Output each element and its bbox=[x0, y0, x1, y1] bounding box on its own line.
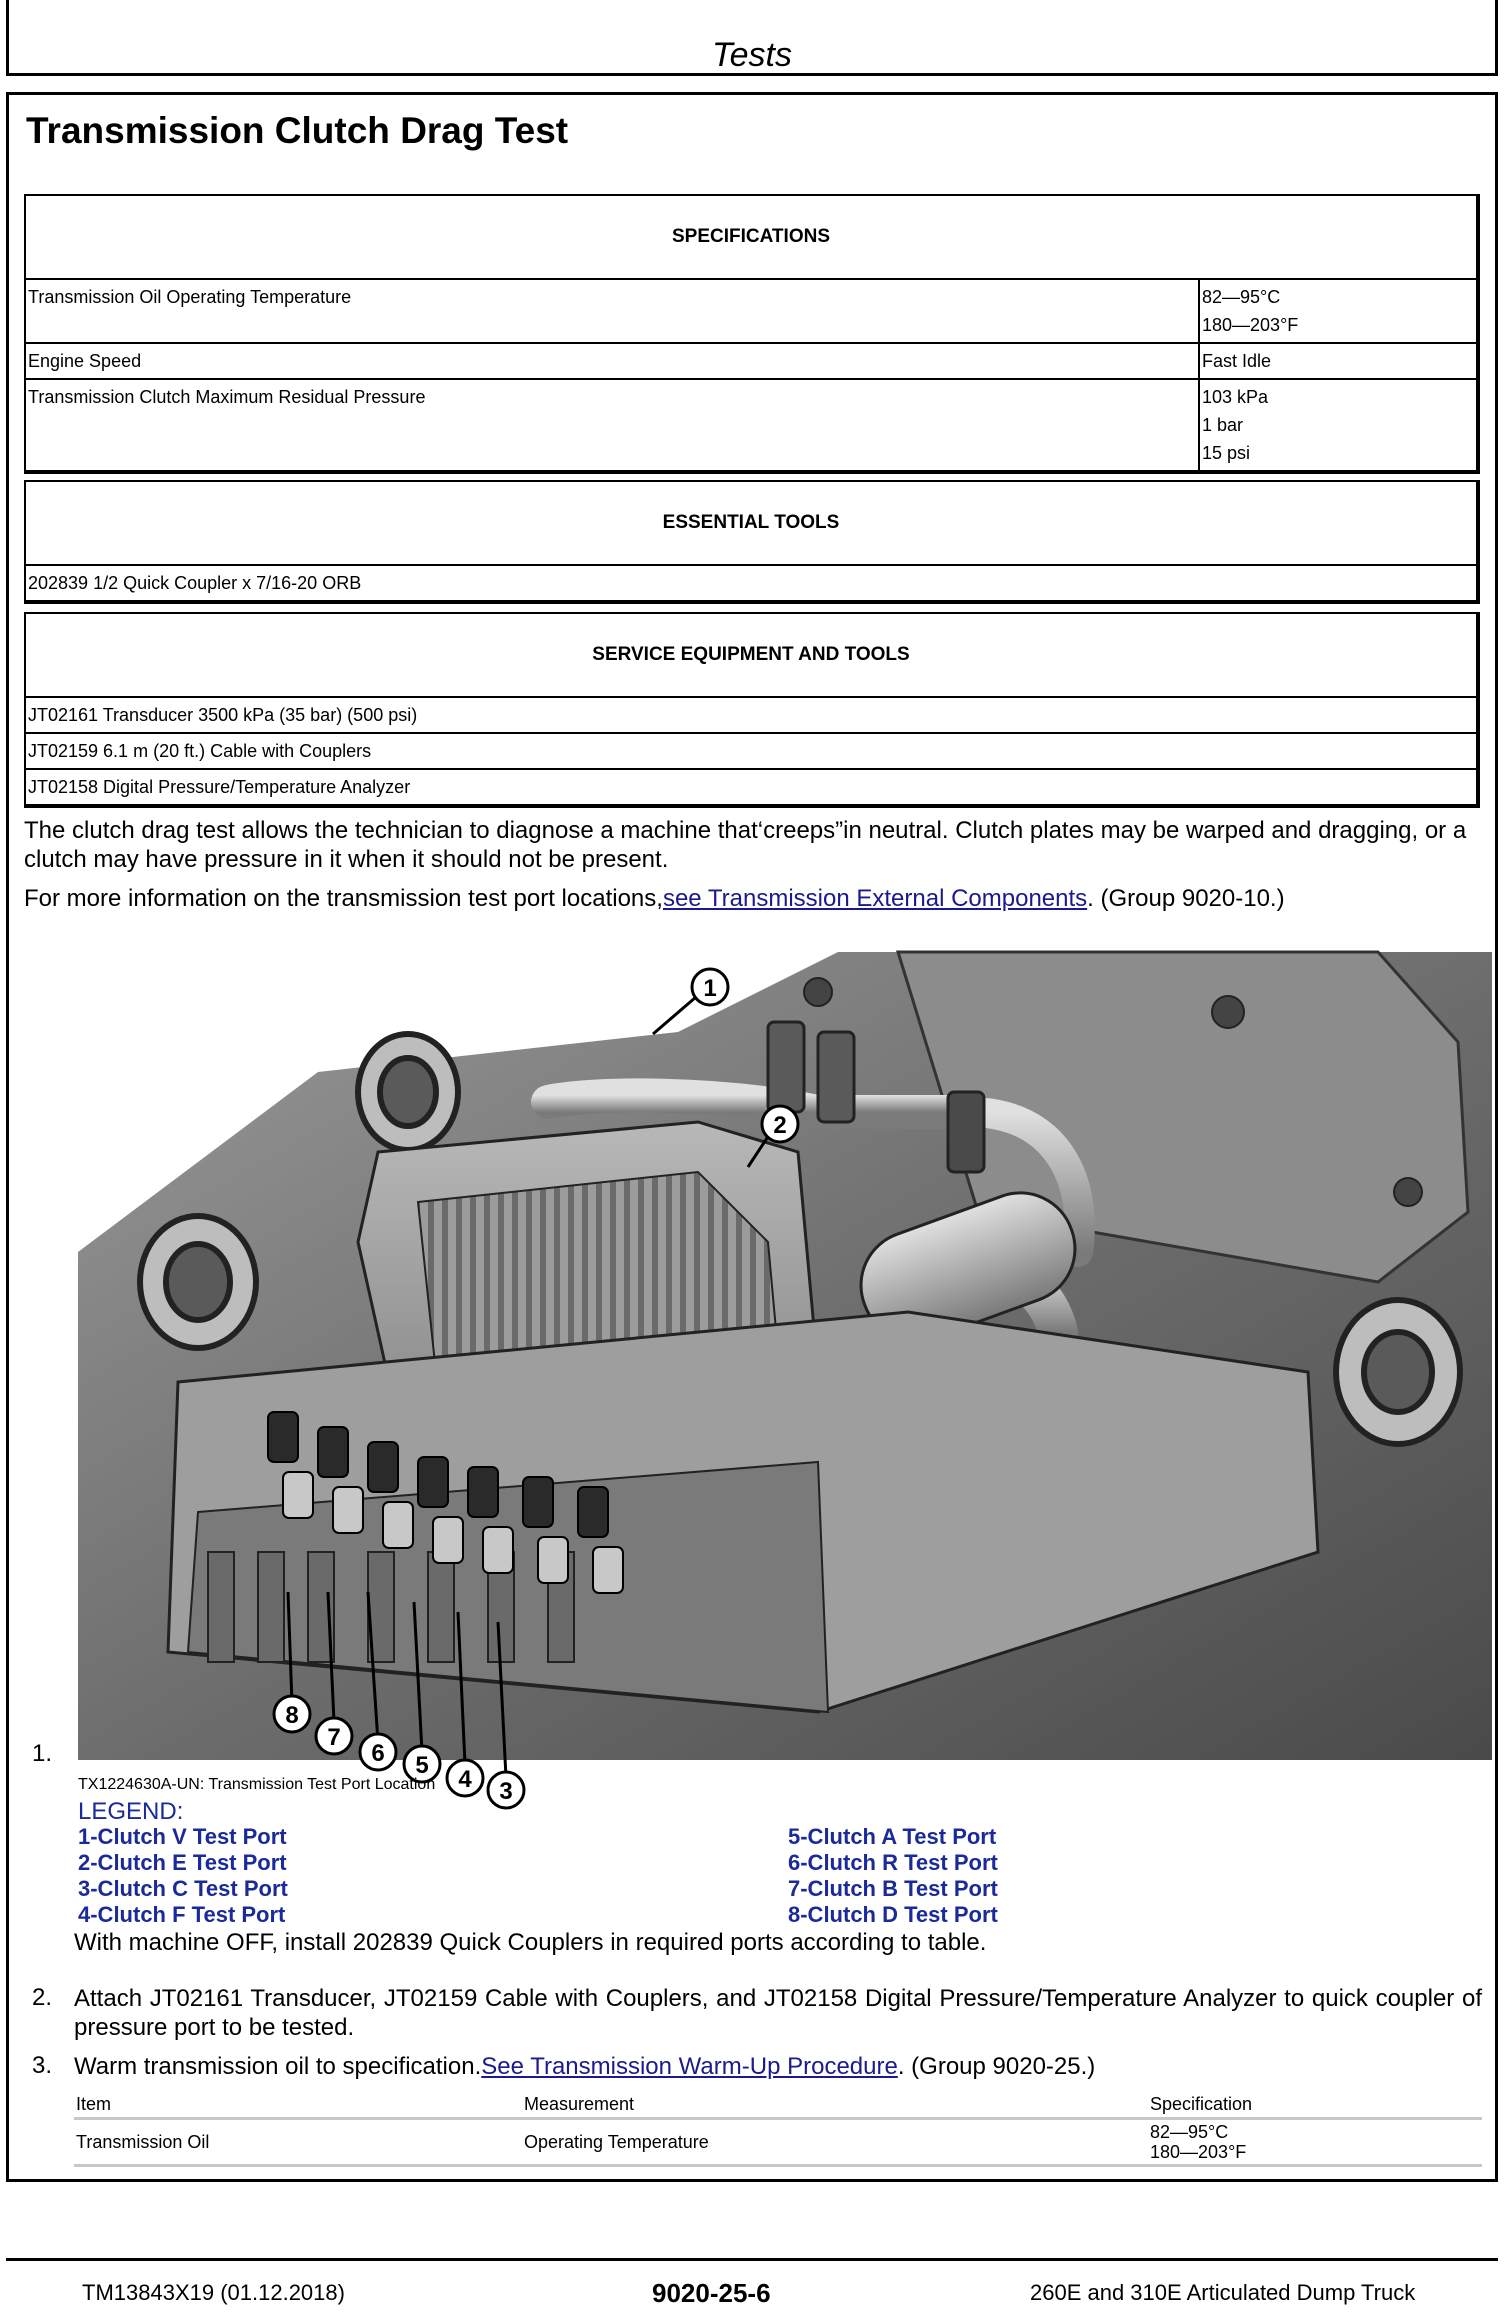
legend-item: 8-Clutch D Test Port bbox=[788, 1902, 998, 1927]
column-header: Measurement bbox=[522, 2092, 1148, 2119]
step-number: 1. bbox=[32, 1740, 53, 1767]
transmission-external-components-link[interactable]: see Transmission External Components bbox=[662, 885, 1088, 912]
equipment-item: JT02161 Transducer 3500 kPa (35 bar) (500 psi) bbox=[25, 697, 1478, 733]
spec-item: Engine Speed bbox=[25, 343, 1199, 379]
pipe bbox=[548, 1095, 968, 1112]
step-number: 3. bbox=[32, 2052, 53, 2079]
step-3-suffix: . (Group 9020-25.) bbox=[897, 2053, 1096, 2080]
column-header: Item bbox=[74, 2092, 522, 2119]
legend-item: 3-Clutch C Test Port bbox=[78, 1876, 288, 1901]
spec-value bbox=[1199, 279, 1478, 343]
spec-item: Transmission Clutch Maximum Residual Pressure bbox=[25, 379, 1199, 472]
step-1-text: With machine OFF, install 202839 Quick Couplers in required ports according to table. bbox=[74, 1929, 987, 1956]
reference-suffix: . (Group 9020-10.) bbox=[1087, 885, 1285, 912]
table-row bbox=[25, 769, 1478, 806]
callout-label: 3 bbox=[499, 1778, 513, 1805]
essential-tools-table bbox=[24, 480, 1480, 604]
essential-tools-heading: ESSENTIAL TOOLS bbox=[25, 481, 1478, 565]
legend-item: 7-Clutch B Test Port bbox=[788, 1876, 998, 1901]
callout-label: 4 bbox=[458, 1766, 472, 1793]
callout-label: 8 bbox=[285, 1702, 299, 1729]
figure-caption: TX1224630A-UN: Transmission Test Port Location bbox=[78, 1776, 436, 1793]
measure-spec-line: 180—203°F bbox=[1150, 2142, 1247, 2162]
step-number: 2. bbox=[32, 1984, 53, 2011]
measure-measurement: Operating Temperature bbox=[522, 2119, 1148, 2166]
spec-value-line: 82—95°C bbox=[1202, 287, 1281, 307]
step-3-prefix: Warm transmission oil to specification. bbox=[74, 2053, 482, 2080]
page-title: Transmission Clutch Drag Test bbox=[26, 110, 569, 151]
reference-paragraph bbox=[24, 884, 1484, 913]
callout-label: 2 bbox=[773, 1112, 787, 1139]
section-header-title: Tests bbox=[711, 36, 792, 74]
legend-item: 1-Clutch V Test Port bbox=[78, 1824, 287, 1849]
equipment-item: JT02159 6.1 m (20 ft.) Cable with Couplers bbox=[25, 733, 1478, 769]
service-equipment-table bbox=[24, 612, 1480, 808]
transmission-warm-up-link[interactable]: See Transmission Warm-Up Procedure bbox=[481, 2053, 898, 2080]
legend-item: 4-Clutch F Test Port bbox=[78, 1902, 286, 1927]
callout-label: 7 bbox=[327, 1724, 341, 1751]
table-header-row bbox=[74, 2092, 1482, 2119]
tool-item: 202839 1/2 Quick Coupler x 7/16-20 ORB bbox=[25, 565, 1478, 602]
reference-prefix: For more information on the transmission test port locations, bbox=[24, 885, 663, 912]
callout-label: 1 bbox=[703, 975, 717, 1002]
footer-page-number: 9020-25-6 bbox=[652, 2278, 771, 2308]
specifications-heading: SPECIFICATIONS bbox=[25, 195, 1478, 279]
footer-product: 260E and 310E Articulated Dump Truck bbox=[1030, 2280, 1416, 2305]
measure-item: Transmission Oil bbox=[74, 2119, 522, 2166]
callout-label: 6 bbox=[371, 1740, 385, 1767]
measurement-table bbox=[74, 2092, 1482, 2167]
step-2-text: Attach JT02161 Transducer, JT02159 Cable with Couplers, and JT02158 Digital Pressure/Temperature Analyzer to quick coupler of pressure port to be tested. bbox=[74, 1985, 1482, 2041]
measure-spec bbox=[1148, 2119, 1482, 2166]
spec-item: Transmission Oil Operating Temperature bbox=[25, 279, 1199, 343]
step-3-text bbox=[74, 2052, 1482, 2081]
legend-item: 5-Clutch A Test Port bbox=[788, 1824, 997, 1849]
legend-title: LEGEND: bbox=[78, 1798, 184, 1825]
table-row bbox=[25, 279, 1478, 343]
legend-item: 6-Clutch R Test Port bbox=[788, 1850, 998, 1875]
table-row bbox=[25, 379, 1478, 472]
footer-doc-id: TM13843X19 (01.12.2018) bbox=[82, 2280, 345, 2305]
spec-value-line: Fast Idle bbox=[1202, 351, 1272, 371]
footer-divider bbox=[6, 2258, 1498, 2261]
equipment-item: JT02158 Digital Pressure/Temperature Analyzer bbox=[25, 769, 1478, 806]
legend-item: 2-Clutch E Test Port bbox=[78, 1850, 287, 1875]
table-row bbox=[25, 565, 1478, 602]
spec-value bbox=[1199, 379, 1478, 472]
column-header: Specification bbox=[1148, 2092, 1482, 2119]
table-row bbox=[25, 733, 1478, 769]
spec-value-line: 103 kPa bbox=[1202, 387, 1269, 407]
service-equipment-heading: SERVICE EQUIPMENT AND TOOLS bbox=[25, 613, 1478, 697]
specifications-table bbox=[24, 194, 1480, 474]
table-row bbox=[25, 697, 1478, 733]
spec-value bbox=[1199, 343, 1478, 379]
spec-value-line: 180—203°F bbox=[1202, 315, 1299, 335]
measure-spec-line: 82—95°C bbox=[1150, 2122, 1229, 2142]
table-row bbox=[25, 343, 1478, 379]
intro-paragraph: The clutch drag test allows the technician to diagnose a machine that‘creeps”in neutral. Clutch plates may be warped and dragging, or a clutch may have pressure in it when it should not be present. bbox=[24, 817, 1467, 873]
callout-label: 5 bbox=[415, 1752, 429, 1779]
spec-value-line: 1 bar bbox=[1202, 415, 1244, 435]
table-row bbox=[74, 2119, 1482, 2166]
spec-value-line: 15 psi bbox=[1202, 443, 1251, 463]
